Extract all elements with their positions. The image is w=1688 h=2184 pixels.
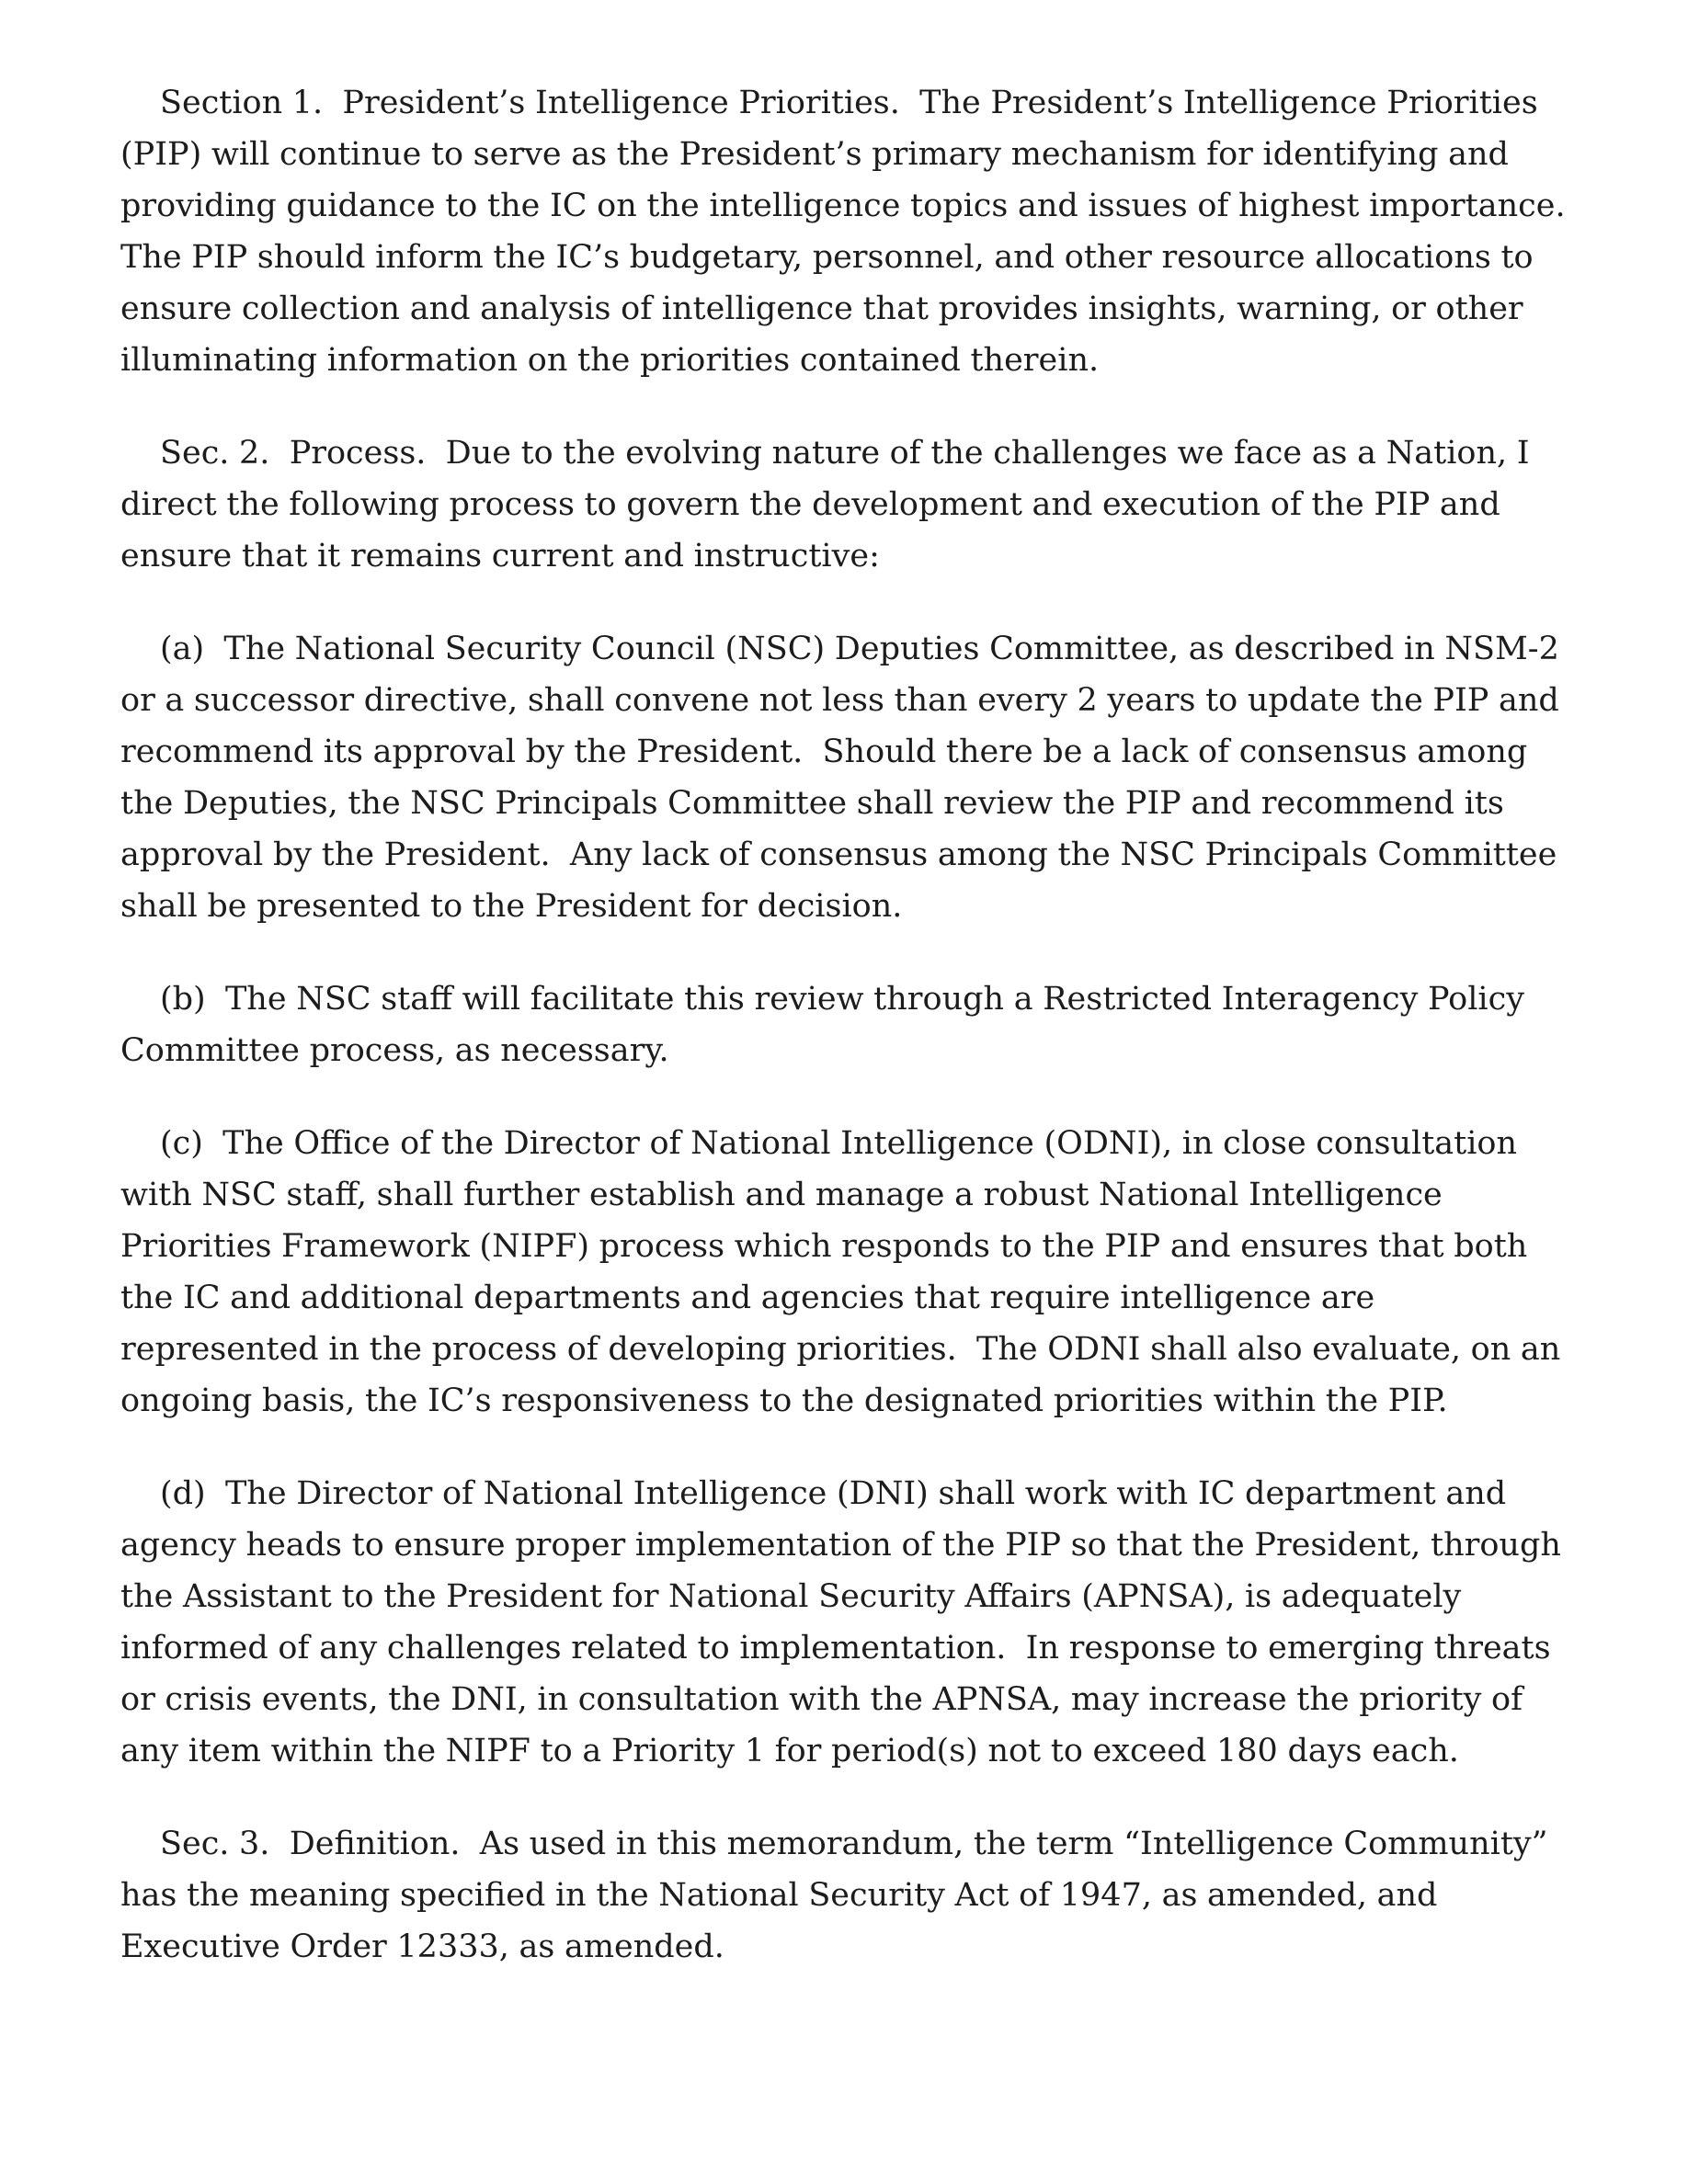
section-1-paragraph: Section 1. President’s Intelligence Priorities. The President’s Intelligence Priorities (PIP) will continue to serve as the President’s primary mechanism for identifying and providing guidance to the IC on the intelligence topics and issues of highest importance. The PIP should inform the IC’s budgetary, personnel, and other resource allocations to ensure collection and analysis of intelligence that provides insights, warning, or other illuminating information on the priorities contained therein. <box>120 85 1585 379</box>
subsection-b-paragraph: (b) The NSC staff will facilitate this review through a Restricted Interagency Policy Committee process, as necessary. <box>120 981 1534 1069</box>
document-body <box>120 77 1585 1973</box>
section-2-paragraph: Sec. 2. Process. Due to the evolving nature of the challenges we face as a Nation, I direct the following process to govern the development and execution of the PIP and ensure that it remains current and instructive: <box>120 435 1540 574</box>
subsection-a-paragraph: (a) The National Security Council (NSC) Deputies Committee, as described in NSM-2 or a successor directive, shall convene not less than every 2 years to update the PIP and recommend its approval by the President. Should there be a lack of consensus among the Deputies, the NSC Principals Committee shall review the PIP and recommend its approval by the President. Any lack of consensus among the NSC Principals Committee shall be presented to the President for decision. <box>120 631 1569 925</box>
section-3-paragraph: Sec. 3. Definition. As used in this memorandum, the term “Intelligence Community” has the meaning specified in the National Security Act of 1947, as amended, and Executive Order 12333, as amended. <box>120 1826 1558 1965</box>
subsection-d-paragraph: (d) The Director of National Intelligence (DNI) shall work with IC department and agency heads to ensure proper implementation of the PIP so that the President, through the Assistant to the President for National Security Affairs (APNSA), is adequately informed of any challenges related to implementation. In response to emerging threats or crisis events, the DNI, in consultation with the APNSA, may increase the priority of any item within the NIPF to a Priority 1 for period(s) not to exceed 180 days each. <box>120 1475 1571 1769</box>
subsection-c-paragraph: (c) The Office of the Director of National Intelligence (ODNI), in close consultation with NSC staff, shall further establish and manage a robust National Intelligence Priorities Framework (NIPF) process which responds to the PIP and ensures that both the IC and additional departments and agencies that require intelligence are represented in the process of developing priorities. The ODNI shall also evaluate, on an ongoing basis, the IC’s responsiveness to the designated priorities within the PIP. <box>120 1125 1570 1419</box>
